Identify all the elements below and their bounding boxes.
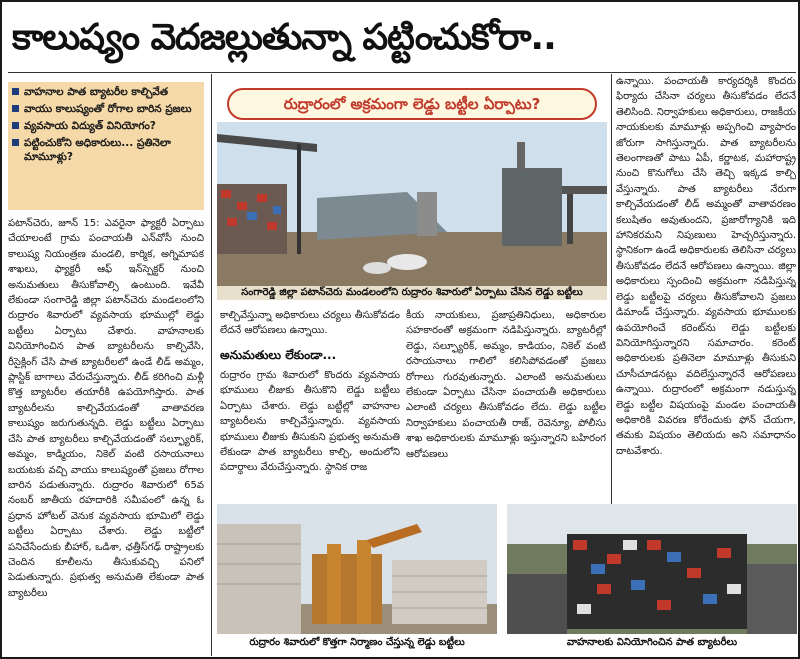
top-photo-caption: సంగారెడ్డి జిల్లా పటాన్‌చెరు మండలంలోని రుద్రారం శివారులో ఏర్పాటు చేసిన లెడ్డు బట్టీలు (217, 286, 607, 300)
article-column-4: ఉన్నాయి. పంచాయతీ కార్యదర్శికి కొందరు ఫిర్యాదు చేసినా చర్యలు తీసుకోవడం లేదనే తెలిసింది. నిర్వాహకులు అధికారులు, రాజకీయ నాయకులకు మామూళ్లు అప్పగించి వ్యాపారం జోరుగా సాగిస్తున్నారు. పాత బ్యాటరీలను తెలంగాణతో పాటు ఏపీ, కర్ణాటక, మహారాష్ట్ర నుంచి కొనుగోలు చేసి తెచ్చి ఇక్కడ కాల్చి వేస్తున్నారు. పాత బ్యాటరీలు నేరుగా కాల్చివేయడంతో లీడ్‌ అమ్మంతో వాతావరణం కలుషితం అవుతుందని, ప్రజారోగ్యానికి ఇది హానికరమని నిపుణులు హెచ్చరిస్తున్నారు. స్థానికంగా ఉండే అధికారులకు తెలిసినా చర్యలు తీసుకోవడం లేదనే ఆరోపణలు ఉన్నాయి. జిల్లా అధికారులు స్పందించి అక్రమంగా నడిపిస్తున్న లెడ్డు బట్టీలపై చర్యలు తీసుకోవాలని ప్రజలు డిమాండ్‌ చేస్తున్నారు. వ్యవసాయ భూములకు ఉపయోగించే కరెంట్‌ను లెడ్డు బట్టీలకు వినియోగిస్తున్నారని సమాచారం. కరెంట్‌ అధికారులకు ప్రతినెలా మామూళ్లు తీసుకుని చూసీచూడనట్లు వదిలేస్తున్నారనే ఆరోపణలు ఉన్నాయి. రుద్రారంలో అక్రమంగా నడుస్తున్న లెడ్డు బట్టీల విషయంపై మండల పంచాయతీ అధికారికి వివరణ కోరేందుకు ఫోన్‌ చేయగా, తమకు విషయం తెలియదు అని సమాధానం దాటవేశారు. (616, 76, 796, 457)
bottom-left-caption: రుద్రారం శివారులో కొత్తగా నిర్మాణం చేస్తున్న లెడ్డు బట్టీలు (249, 637, 465, 648)
bullet-box (8, 82, 204, 210)
article-column-1: పటాన్‌చెరు, జూన్‌ 15: ఎవరైనా ఫ్యాక్టరీ ఏర్పాటు చేయాలంటే గ్రామ పంచాయతీ ఎన్‌వోసీ నుంచి కాలుష్య నియంత్రణ మండలి, కార్మిక, అగ్నిమాపక శాఖలు, ఫ్యాక్టరీ ఆఫ్‌ ఇన్‌స్పెక్టర్‌ నుంచి అనుమతులు తీసుకోవాల్సి ఉంటుంది. ఇవేవీ లేకుండా సంగారెడ్డి జిల్లా పటాన్‌చెరు మండలంలోని రుద్రారం శివారులో వ్యవసాయ భూముల్లో లెడ్డు బట్టీలు ఏర్పాటు చేశారు. వాహనాలకు వినియోగించిన పాత బ్యాటరీలను కాల్చివేసి, రీసైక్లింగ్‌ చేసి పాత బ్యాటరీలలో ఉండే లీడ్‌ అమ్మం, ప్లాస్టిక్‌ బాగాలు వేరుచేస్తున్నారు. లీడ్‌ కరిగించి మళ్లీ కొత్త బ్యాటరీల తయారీకి ఉపయోగిస్తారు. పాత బ్యాటరీలను కాల్చివేయడంతో వాతావరణ కాలుష్యం జరుగుతున్నది. లెడ్డు బట్టీలు ఏర్పాటు చేసి పాత బ్యాటరీలు కాల్చివేయడంతో సల్ఫ్యూరిక్‌, అమ్మం, కాడ్మియం, నికెల్‌ వంటి రసాయనాలు బయటకు వచ్చి వాయు కాలుష్యంతో ప్రజలు రోగాల బారిన పడుతున్నారు. రుద్రారం శివారులో 65వ నంబర్‌ జాతీయ రహదారికి సమీపంలో ఉన్న ఓ ప్రధాన హోటల్‌ వెనుక వ్యవసాయ భూమిలో లెడ్డు బట్టీలు ఏర్పాటు చేశారు. లెడ్డు బట్టీలో పనిచేసేందుకు బీహార్‌, ఒడిశా, ఛత్తీస్‌గఢ్‌ రాష్ట్రాలకు చెందిన కూలీలను తీసుకువచ్చి పనిలో పెడుతున్నారు. ప్రభుత్వ అనుమతి లేకుండా పాత బ్యాటరీలు (8, 218, 204, 599)
article-column-2-body: రుద్రారం గ్రామ శివారులో కొందరు వ్యవసాయ భూములు లీజుకు తీసుకొని లెడ్డు బట్టీలు ఏర్పాటు చేశారు. లెడ్డు బట్టీల్లో వాహనాల బ్యాటరీలను కాల్చివేస్తున్నారు. వ్యవసాయ భూములు లీజుకు తీసుకుని ప్రభుత్వ అనుమతి లేకుండా పాత బ్యాటరీలు కాల్చి, అందులోని పదార్థాలు వేరుచేస్తున్నారు. స్థానిక రాజ (220, 370, 400, 474)
old-batteries-photo (507, 504, 797, 634)
divider (8, 72, 796, 73)
article-column-3: కీయ నాయకులు, ప్రజాప్రతినిధులు, అధికారుల సహకారంతో అక్రమంగా నడిపిస్తున్నారు. బ్యాటరీల్లో లెడ్డు, సల్ఫ్యూరిక్‌, అమ్మం, కాడియం, నికెల్‌ వంటి రసాయనాలు గాలిలో కలిసిపోవడంతో ప్రజలు రోగాలు గురవుతున్నారు. ఎలాంటి అనుమతులు లేకుండా ఏర్పాటు చేసినా పంచాయతీ అధికారులు ఎలాంటి చర్యలు తీసుకోవడం లేదు. లెడ్డు బట్టీల నిర్వాహకులు పంచాయతీ రాజ్‌, రెవెన్యూ, పోలీసు శాఖ అధికారులకు మామూళ్లు ఇస్తున్నారని బహిరంగ ఆరోపణలు (406, 310, 606, 460)
subheadline-banner: రుద్రారంలో అక్రమంగా లెడ్డు బట్టీల ఏర్పాటు? (227, 88, 597, 120)
section-heading: అనుమతులు లేకుండా... (220, 348, 400, 366)
bullet-square-icon (12, 88, 19, 95)
battery-pile-illustration (507, 504, 797, 634)
new-kiln-construction-photo (217, 504, 497, 634)
article-column-2-lead: కాల్చివేస్తున్నా అధికారులు చర్యలు తీసుకోవడం లేదనే ఆరోపణలు ఉన్నాయి. (220, 310, 400, 337)
kiln-site-illustration (217, 122, 607, 286)
bullet-square-icon (12, 105, 19, 112)
bottom-right-caption: వాహనాలకు వినియోగించిన పాత బ్యాటరీలు (566, 637, 738, 648)
article-column-2 (220, 308, 400, 498)
bullet-item: వాయు కాలుష్యంతో రోగాల బారిన ప్రజలు (12, 102, 200, 116)
column-divider (611, 74, 612, 504)
bullet-item: వ్యవసాయ విద్యుత్‌ వినియోగం? (12, 119, 200, 133)
column-divider (211, 74, 212, 656)
bullet-square-icon (12, 122, 19, 129)
construction-illustration (217, 504, 497, 634)
bullet-item: పట్టించుకోని అధికారులు... ప్రతినెలా మామూళ్లు? (12, 136, 200, 164)
bullet-square-icon (12, 139, 19, 146)
bullet-item: వాహనాల పాత బ్యాటరీల కాల్చివేత (12, 85, 200, 99)
headline: కాలుష్యం వెదజల్లుతున్నా పట్టించుకోరా.. (12, 17, 556, 58)
kiln-site-photo (217, 122, 607, 286)
